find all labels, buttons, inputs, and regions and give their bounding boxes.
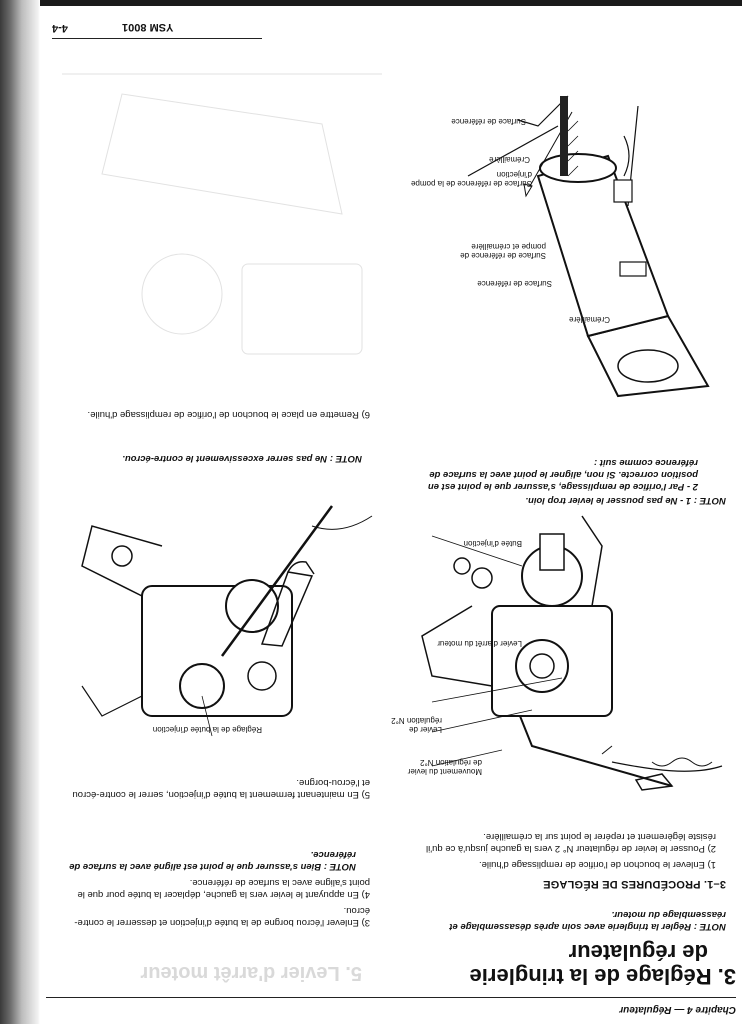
caption-levier-regulation: Levier de régulation N°2	[391, 716, 442, 734]
bleed-through-figure	[52, 44, 382, 374]
step-4: 4) En appuyant le levier vers la gauche, déplacer la butée pour que le point s'aligne avec la surface de référence.	[77, 877, 370, 900]
step-3: 3) Enlever l'écrou borgne de la butée d'injection et desserrer le contre-écrou.	[74, 905, 370, 928]
step-6: 6) Remettre en place le bouchon de l'orifice de remplissage d'huile.	[87, 409, 370, 420]
section-number: 3.	[717, 964, 736, 989]
caption-mouvement: Mouvement du levier de régulation N°2	[407, 758, 482, 776]
caption-cremaillere-2: Crémaillère	[489, 155, 530, 164]
step-5: 5) En maintenant fermement la butée d'injection, serrer le contre-écrou et l'écrou-borgne.	[72, 777, 370, 800]
caption-levier-arret: Levier d'arrêt du moteur	[437, 639, 522, 648]
note-lever-2: 2 - Par l'orifice de remplissage, s'assurer que le point est en position correcte. Si non, aligner le point avec la surface de référence comme suit :	[427, 457, 698, 492]
page-header	[46, 997, 736, 1018]
title-line-1: Réglage de la tringlerie	[469, 964, 712, 989]
step-2: 2) Pousser le levier de régulateur N° 2 vers la gauche jusqu'à ce qu'il résiste légèrement et repérer le point sur la crémaillère.	[426, 831, 716, 854]
step-1: 1) Enlever le bouchon de l'orifice de remplissage d'huile.	[478, 859, 716, 870]
adjustment-drawing	[82, 506, 372, 716]
bleed-through-title: 5. Levier d'arrêt moteur	[140, 962, 362, 984]
caption-surface-ref-1: Surface de référence	[477, 279, 552, 288]
section-title	[406, 940, 736, 988]
caption-surface-pompe: Surface de référence de pompe et crémaillère	[460, 242, 546, 260]
scan-edge-left	[0, 0, 40, 1024]
note-step-4: NOTE : Bien s'assurer que le point est aligné avec la surface de référence.	[69, 849, 356, 872]
caption-surface-ref-2: Surface de référence	[451, 117, 526, 126]
injection-stop-adjustment-figure	[62, 506, 372, 756]
linkage-drawing	[422, 516, 722, 790]
page-footer	[52, 16, 262, 39]
page-number: 4-4	[52, 22, 68, 34]
chapter-label: Chapitre 4 — Régulateur	[619, 1004, 736, 1015]
note-lever-1: NOTE : 1 - Ne pas pousser le levier trop loin.	[525, 495, 726, 506]
rotated-sheet	[40, 6, 742, 1024]
caption-surface-pompe-injection: Surface de référence de la pompe d'injection	[411, 170, 532, 188]
caption-reglage: Réglage de la butée d'injection	[152, 725, 262, 734]
document-code: YSM 8001	[122, 21, 174, 33]
title-line-2: de régulateur	[568, 940, 708, 965]
pump-rack-figure	[398, 96, 728, 426]
caption-butee: Butée d'injection	[463, 539, 522, 548]
intro-note: NOTE : Régler la tringlerie avec soin après désassemblage et réassemblage du moteur.	[449, 909, 726, 932]
caption-cremaillere-1: Crémaillère	[569, 315, 610, 324]
procedure-heading: 3–1. PROCÉDURES DE RÉGLAGE	[542, 878, 726, 890]
note-step-5: NOTE : Ne pas serrer excessivement le contre-écrou.	[122, 453, 362, 464]
